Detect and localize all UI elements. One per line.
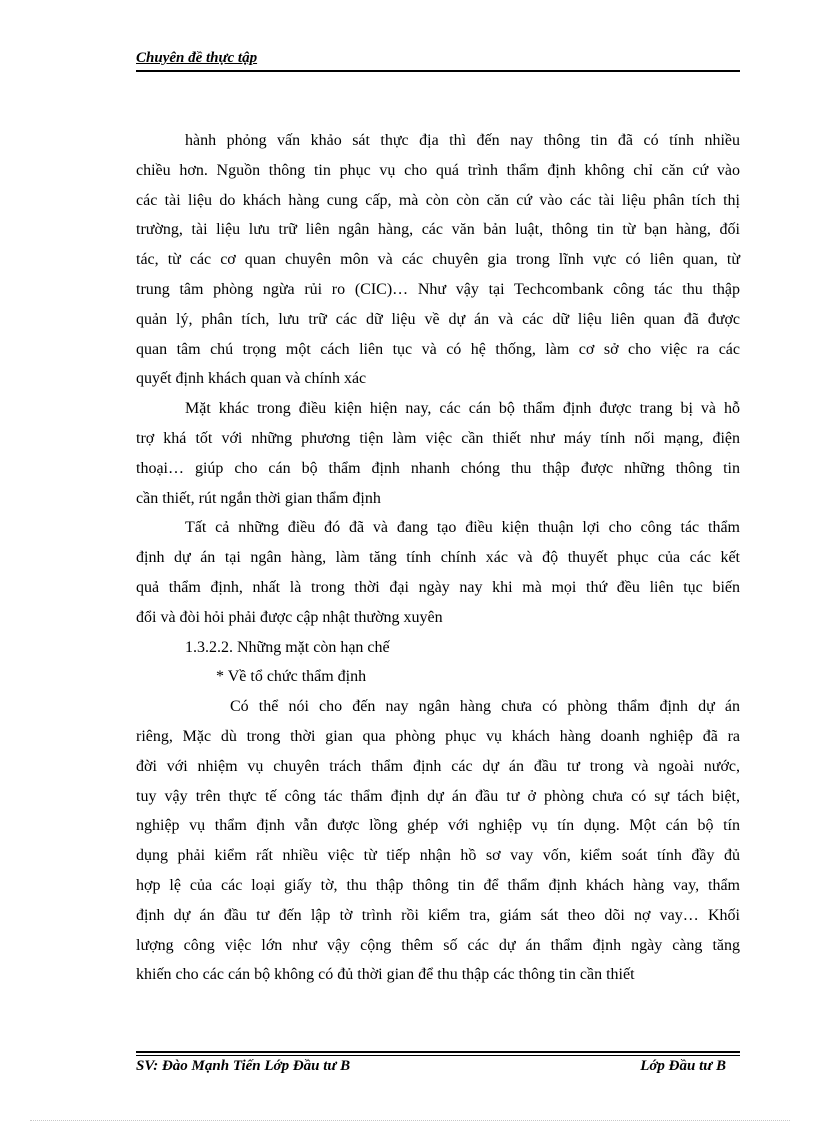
text-line: trường, tài liệu lưu trữ liên ngân hàng, các văn bản luật, thông tin từ bạn hàng, đối bbox=[136, 221, 740, 238]
text-line: Mặt khác trong điều kiện hiện nay, các cán bộ thẩm định được trang bị và hỗ bbox=[185, 400, 740, 417]
text-line: định dự án đầu tư đến lập tờ trình rồi kiểm tra, giám sát theo dõi nợ vay… Khối bbox=[136, 907, 740, 924]
footer-class: Lớp Đầu tư B bbox=[640, 1058, 726, 1074]
footer-student: SV: Đào Mạnh Tiến Lớp Đầu tư B bbox=[136, 1058, 351, 1074]
text-line: các tài liệu do khách hàng cung cấp, mà còn còn căn cứ vào các tài liệu phân tích thị bbox=[136, 192, 740, 209]
section-heading: 1.3.2.2. Những mặt còn hạn chế bbox=[185, 639, 390, 656]
text-line: trung tâm phòng ngừa rủi ro (CIC)… Như vậy tại Techcombank công tác thu thập bbox=[136, 281, 740, 298]
text-line: Có thể nói cho đến nay ngân hàng chưa có phòng thẩm định dự án bbox=[230, 698, 740, 715]
text-line: tuy vậy trên thực tế công tác thẩm định dự án đầu tư ở phòng chưa có sự tách biệt, bbox=[136, 788, 740, 805]
text-line: quan tâm chú trọng một cách liên tục và có hệ thống, làm cơ sở cho việc ra các bbox=[136, 341, 740, 358]
page-header bbox=[136, 50, 740, 72]
text-line: lượng công việc lớn như vậy cộng thêm số các dự án thẩm định ngày càng tăng bbox=[136, 937, 740, 954]
text-line: định dự án tại ngân hàng, làm tăng tính chính xác và độ thuyết phục của các kết bbox=[136, 549, 740, 566]
text-line: dụng phải kiểm rất nhiều việc từ tiếp nhận hồ sơ vay vốn, kiểm soát tính đầy đủ bbox=[136, 847, 740, 864]
text-line: quả thẩm định, nhất là trong thời đại ngày nay khi mà mọi thứ đều liên tục biến bbox=[136, 579, 740, 596]
footer-divider bbox=[136, 1051, 740, 1053]
subsection-heading: * Về tổ chức thẩm định bbox=[216, 668, 367, 685]
text-line: tác, từ các cơ quan chuyên môn và các chuyên gia trong lĩnh vực có liên quan, từ bbox=[136, 251, 740, 268]
text-line: trợ khá tốt với những phương tiện làm việc cần thiết như máy tính nối mạng, điện bbox=[136, 430, 740, 447]
text-line: Tất cả những điều đó đã và đang tạo điều kiện thuận lợi cho công tác thẩm bbox=[185, 519, 740, 536]
text-line: khiến cho các cán bộ không có đủ thời gian để thu thập các thông tin cần thiết bbox=[136, 966, 635, 983]
text-line: đổi và đòi hỏi phải được cập nhật thường xuyên bbox=[136, 609, 443, 626]
text-line: quyết định khách quan và chính xác bbox=[136, 370, 367, 387]
page-edge-line bbox=[30, 1120, 790, 1121]
text-line: riêng, Mặc dù trong thời gian qua phòng phục vụ khách hàng doanh nghiệp đã ra bbox=[136, 728, 740, 745]
text-line: quản lý, phân tích, lưu trữ các dữ liệu về dự án và các dữ liệu liên quan đã được bbox=[136, 311, 740, 328]
text-line: đời với nhiệm vụ chuyên trách thẩm định các dự án đầu tư trong và ngoài nước, bbox=[136, 758, 740, 775]
text-line: chiều hơn. Nguồn thông tin phục vụ cho quá trình thẩm định không chỉ căn cứ vào bbox=[136, 162, 740, 179]
text-line: hành phỏng vấn khảo sát thực địa thì đến nay thông tin đã có tính nhiều bbox=[185, 132, 740, 149]
header-title: Chuyên đề thực tập bbox=[136, 50, 258, 66]
text-line: cần thiết, rút ngắn thời gian thẩm định bbox=[136, 490, 381, 507]
text-line: nghiệp vụ thẩm định vẫn được lồng ghép với nghiệp vụ tín dụng. Một cán bộ tín bbox=[136, 817, 740, 834]
footer-divider bbox=[136, 1055, 740, 1056]
text-line: thoại… giúp cho cán bộ thẩm định nhanh chóng thu thập được những thông tin bbox=[136, 460, 740, 477]
text-line: hợp lệ của các loại giấy tờ, thu thập thông tin để thẩm định khách hàng vay, thẩm bbox=[136, 877, 740, 894]
